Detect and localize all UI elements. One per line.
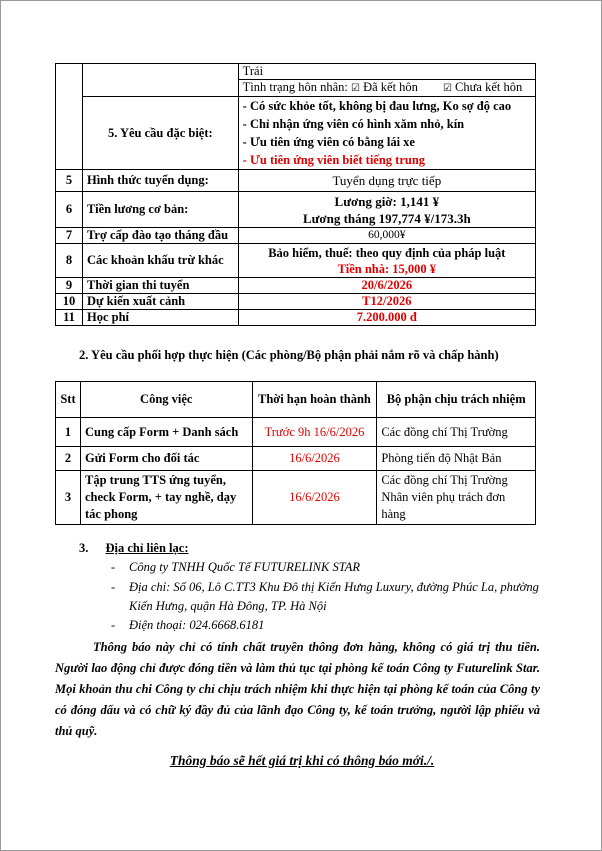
row-label: Hình thức tuyển dụng: — [82, 170, 238, 192]
empty-label-cell — [82, 64, 238, 97]
column-header: Công việc — [80, 382, 252, 418]
department-cell: Phòng tiến độ Nhật Bản — [377, 447, 536, 471]
table-row — [56, 447, 536, 471]
section-3-heading — [79, 541, 188, 556]
row-value: 20/6/2026 — [238, 278, 535, 294]
row-value — [238, 244, 535, 278]
table-row — [56, 471, 536, 525]
marital-status-cell — [238, 80, 535, 97]
checkbox-checked-icon: ☑ — [442, 83, 452, 94]
monthly-wage: Lương tháng 197,774 ¥/173.3h — [302, 210, 471, 226]
row-value: 60,000¥ — [238, 228, 535, 244]
column-header: Thời hạn hoàn thành — [252, 382, 377, 418]
department-cell: Các đồng chí Thị Trường — [377, 418, 536, 447]
hand-cell: Trái — [238, 64, 535, 80]
row-value: 7.200.000 đ — [238, 310, 535, 326]
row-number: 3 — [56, 471, 81, 525]
row-number: 8 — [56, 244, 83, 278]
deadline-cell: 16/6/2026 — [252, 447, 377, 471]
task-cell: Cung cấp Form + Danh sách — [80, 418, 252, 447]
contact-company: Công ty TNHH Quốc Tế FUTURELINK STAR — [129, 560, 361, 574]
notice-paragraph — [55, 637, 540, 742]
validity-footer: Thông báo sẽ hết giá trị khi có thông báo mới./. — [169, 753, 435, 768]
row-label: Tiền lương cơ bản: — [82, 192, 238, 228]
requirement-item: - Có sức khỏe tốt, không bị đau lưng, Ko sợ độ cao — [242, 99, 512, 113]
row-label: Trợ cấp đào tạo tháng đầu — [82, 228, 238, 244]
hourly-wage: Lương giờ: 1,141 ¥ — [334, 193, 440, 209]
task-cell: Tập trung TTS ứng tuyển, check Form, + tay nghề, dạy tác phong — [80, 471, 252, 525]
empty-number-cell — [56, 64, 83, 170]
row-label: Các khoản khấu trừ khác — [82, 244, 238, 278]
job-details-table — [55, 63, 536, 326]
checkbox-checked-icon: ☑ — [350, 83, 360, 94]
notice-text: Thông báo này chỉ có tính chất truyền thông đơn hàng, không có giá trị thu tiền. Người lao động chỉ được đóng tiền và làm thủ tục tại phòng kế toán Công ty Futurelink Star. Mọi khoản thu chi Công ty chỉ chịu trách nhiệm khi thực hiện tại phòng kế toán của Công ty có đóng dấu và có chữ ký đầy đủ của lãnh đạo Công ty, kế toán trưởng, người lập phiếu và thủ quỹ. — [55, 640, 540, 738]
section-2-title: 2. Yêu cầu phối hợp thực hiện (Các phòng/Bộ phận phải nắm rõ và chấp hành) — [79, 348, 499, 362]
requirement-item: - Ưu tiên ứng viên có bằng lái xe — [242, 135, 415, 149]
bullet-dash: - — [111, 580, 116, 594]
row-value: Tuyển dụng trực tiếp — [238, 170, 535, 192]
contact-address: Địa chỉ: Số 06, Lô C.TT3 Khu Đô thị Kiến Hưng Luxury, đường Phúc La, phường Kiến Hưng, quận Hà Đông, TP. Hà Nội — [129, 580, 539, 613]
row-number: 2 — [56, 447, 81, 471]
row-number: 10 — [56, 294, 83, 310]
column-header: Bộ phận chịu trách nhiệm — [377, 382, 536, 418]
column-header: Stt — [56, 382, 81, 418]
special-requirements-label: 5. Yêu cầu đặc biệt: — [82, 97, 238, 170]
deadline-cell: 16/6/2026 — [252, 471, 377, 525]
table-row — [56, 418, 536, 447]
section-3-title: Địa chỉ liên lạc: — [105, 541, 189, 555]
row-value — [238, 192, 535, 228]
housing-fee: Tiền nhà: 15,000 ¥ — [337, 261, 437, 276]
marital-label: Tình trạng hôn nhân: — [242, 80, 348, 94]
requirement-item: - Chỉ nhận ứng viên có hình xăm nhỏ, kín — [242, 117, 465, 131]
contact-phone: Điện thoại: 024.6668.6181 — [129, 618, 265, 632]
row-value: T12/2026 — [238, 294, 535, 310]
requirement-item: - Ưu tiên ứng viên biết tiếng trung — [242, 153, 426, 167]
coordination-table — [55, 381, 536, 525]
row-number: 11 — [56, 310, 83, 326]
row-number: 7 — [56, 228, 83, 244]
special-requirements-list — [238, 97, 535, 170]
married-option: Đã kết hôn — [363, 80, 418, 94]
task-cell: Gửi Form cho đối tác — [80, 447, 252, 471]
row-label: Thời gian thi tuyển — [82, 278, 238, 294]
bullet-dash: - — [111, 618, 116, 632]
unmarried-option: Chưa kết hôn — [455, 80, 523, 94]
insurance-tax: Bảo hiểm, thuế: theo quy định của pháp luật — [268, 245, 506, 260]
department-cell: Các đồng chí Thị Trường Nhân viên phụ trách đơn hàng — [377, 471, 536, 525]
row-number: 1 — [56, 418, 81, 447]
row-number: 5 — [56, 170, 83, 192]
section-3-number: 3. — [79, 541, 89, 555]
row-label: Dự kiến xuất cảnh — [82, 294, 238, 310]
row-label: Học phí — [82, 310, 238, 326]
row-number: 6 — [56, 192, 83, 228]
row-number: 9 — [56, 278, 83, 294]
deadline-cell: Trước 9h 16/6/2026 — [252, 418, 377, 447]
bullet-dash: - — [111, 560, 116, 574]
